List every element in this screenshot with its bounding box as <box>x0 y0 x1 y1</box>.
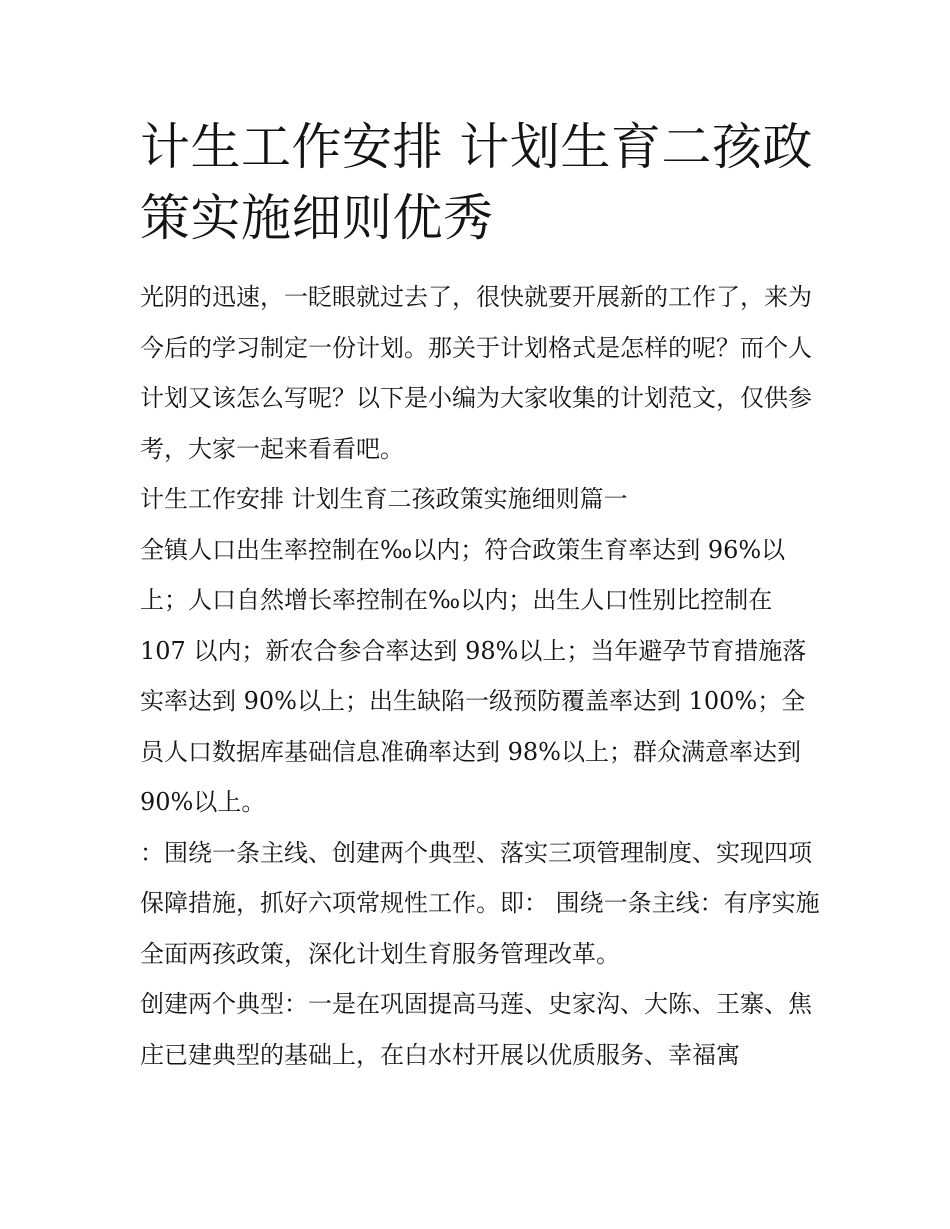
document-title: 计生工作安排 计划生育二孩政策实施细则优秀 <box>140 118 813 247</box>
section-heading: 计生工作安排 计划生育二孩政策实施细则篇一 <box>140 485 628 513</box>
two-models-paragraph: 创建两个典型：一是在巩固提高马莲、史家沟、大陈、王寨、焦庄已建典型的基础上，在白水村开展以优质服务、幸福寓 <box>140 990 812 1069</box>
document-body <box>140 112 820 1080</box>
targets-paragraph: 全镇人口出生率控制在‰以内；符合政策生育率达到 96%以上；人口自然增长率控制在‰以内；出生人口性别比控制在 107 以内；新农合参合率达到 98%以上；当年避孕节育措施落实率达到 90%以上；出生缺陷一级预防覆盖率达到 100%；全员人口数据库基础信息准确率达到 98%以上；群众满意率达到 90%以上。 <box>140 535 807 816</box>
intro-paragraph: 光阴的迅速，一眨眼就过去了，很快就要开展新的工作了，来为今后的学习制定一份计划。那关于计划格式是怎样的呢？而个人计划又该怎么写呢？以下是小编为大家收集的计划范文，仅供参考，大家一起来看看吧。 <box>140 283 812 463</box>
main-line-paragraph: ：围绕一条主线、创建两个典型、落实三项管理制度、实现四项保障措施，抓好六项常规性工作。即： 围绕一条主线：有序实施全面两孩政策，深化计划生育服务管理改革。 <box>140 838 820 968</box>
